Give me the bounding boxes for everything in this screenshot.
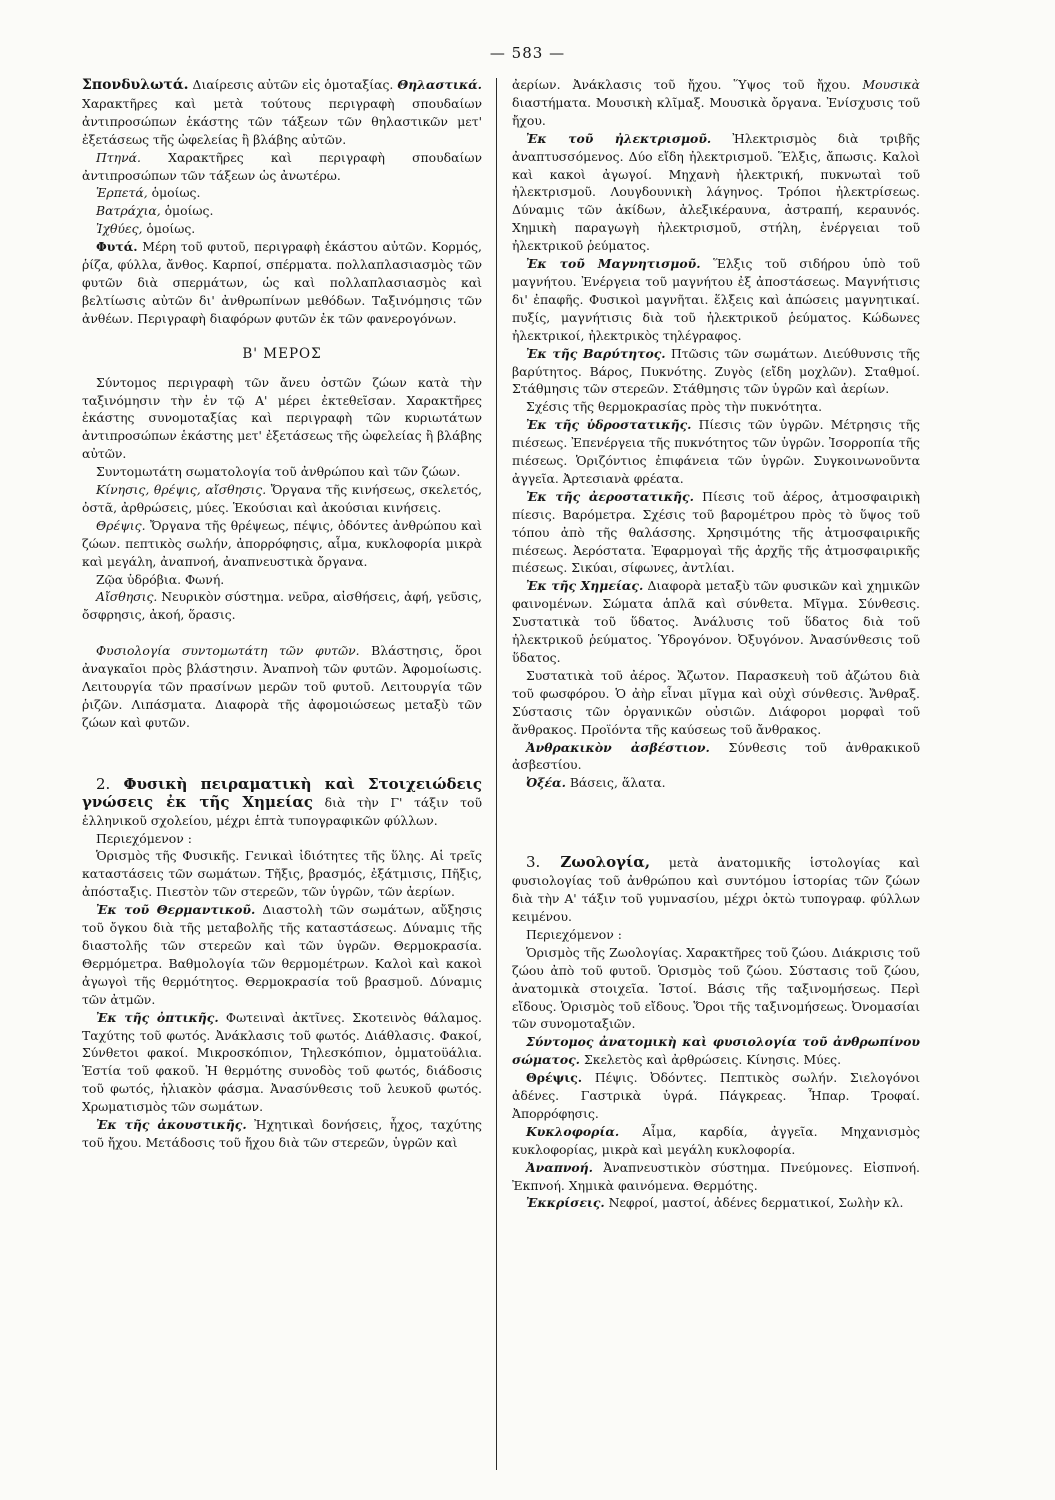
- paragraph-respiration: Ἀναπνοή. Ἀναπνευστικὸν σύστημα. Πνεύμονες. Εἰσπνοή. Ἐκπνοή. Χημικὰ φαινόμενα. Θερμότης.: [512, 1159, 920, 1193]
- paragraph-temperature-density: Σχέσις τῆς θερμοκρασίας πρὸς τὴν πυκνότητα.: [526, 399, 823, 415]
- paragraph-aerostatics: Ἐκ τῆς ἀεροστατικῆς. Πίεσις τοῦ ἀέρος, ἀτμοσφαιρικὴ πίεσις. Βαρόμετρα. Σχέσις τοῦ βαρομέτρου πρὸς τὸ ὕψος τοῦ τόπου ἀπὸ τῆς θαλάσσης. Χρησιμότης τῆς ἀτμοσφαιρικῆς πιέσεως. Ἀερόστατα. Ἐφαρμογαὶ τῆς ἀρχῆς τῆς ἀτμοσφαιρικῆς πιέσεως. Σικύαι, σίφωνες, ἀντλίαι.: [512, 488, 920, 576]
- paragraph-nutrition: Θρέψις. Ὄργανα τῆς θρέψεως, πέψις, ὀδόντες ἀνθρώπου καὶ ζώων. πεπτικὸς σωλήν, ἀπορρόφησις, αἷμα, κυκλοφορία μικρὰ καὶ μεγάλη, ἀναπνοή, ἀναπνευστικὰ ὄργανα.: [82, 517, 482, 569]
- paragraph-sound-continued: ἀερίων. Ἀνάκλασις τοῦ ἤχου. Ὕψος τοῦ ἤχου. Μουσικὰ διαστήματα. Μουσικὴ κλῖμαξ. Μουσικὰ ὄργανα. Ἐνίσχυσις τοῦ ἤχου.: [512, 77, 920, 128]
- paragraph-plant-physiology: Φυσιολογία συντομωτάτη τῶν φυτῶν. Βλάστησις, ὅροι ἀναγκαῖοι πρὸς βλάστησιν. Ἀναπνοὴ τῶν φυτῶν. Ἀφομοίωσις. Λειτουργία τῶν πρασίνων μερῶν τοῦ φυτοῦ. Λειτουργία τῶν ῥιζῶν. Λιπάσματα. Διαφορὰ τῆς ἀφομοιώσεως μεταξὺ τῶν ζώων καὶ φυτῶν.: [82, 643, 482, 730]
- section-2-heading: 2. Φυσικὴ πειραματικὴ καὶ Στοιχειώδεις γνώσεις ἐκ τῆς Χημείας διὰ τὴν Γ' τάξιν τοῦ ἑλληνικοῦ σχολείου, μέχρι ἑπτὰ τυπογραφικῶν φύλλων.: [82, 774, 482, 828]
- paragraph-anatomy: Σύντομος ἀνατομικὴ καὶ φυσιολογία τοῦ ἀνθρωπίνου σώματος. Σκελετὸς καὶ ἀρθρώσεις. Κίνησις. Μύες.: [512, 1034, 920, 1068]
- left-column: [82, 76, 482, 1152]
- paragraph-zoology-definition: Ὁρισμὸς τῆς Ζωολογίας. Χαρακτῆρες τοῦ ζώου. Διάκρισις τοῦ ζώου ἀπὸ τοῦ φυτοῦ. Ὁρισμὸς τοῦ ζώου. Σύστασις τοῦ ζώου, ἀνατομικὰ στοιχεῖα. Ἱστοί. Βάσις τῆς ταξινομήσεως. Περὶ εἴδους. Ὁρισμὸς τοῦ εἴδους. Ὅροι τῆς ταξινομήσεως. Ὀνομασίαι τῶν συνομοταξιῶν.: [512, 944, 920, 1032]
- paragraph-optics: Ἐκ τῆς ὀπτικῆς. Φωτειναὶ ἀκτῖνες. Σκοτεινὸς θάλαμος. Ταχύτης τοῦ φωτός. Ἀνάκλασις τοῦ φωτός. Διάθλασις. Φακοί, Σύνθετοι φακοί. Μικροσκόπιον, Τηλεσκόπιον, ὀμματοϋάλια. Ἑστία τοῦ φακοῦ. Ἡ θερμότης συνοδὸς τοῦ φωτός, διάδοσις τοῦ φωτός, ἡλιακὸν φάσμα. Ἀνασύνθεσις τοῦ λευκοῦ φωτός. Χρωματισμὸς τῶν σωμάτων.: [82, 1009, 482, 1115]
- paragraph-movement: Κίνησις, θρέψις, αἴσθησις. Ὄργανα τῆς κινήσεως, σκελετός, ὀστᾶ, ἀρθρώσεις, μύες. Ἑκούσιαι καὶ ἀκούσιαι κινήσεις.: [82, 482, 483, 515]
- paragraph-nutrition-human: Θρέψις. Πέψις. Ὀδόντες. Πεπτικὸς σωλήν. Σιελογόνοι ἀδένες. Γαστρικὰ ὑγρά. Πάγκρεας. Ἧπαρ. Τροφαί. Ἀπορρόφησις.: [512, 1070, 920, 1121]
- paragraph-invertebrates: Σύντομος περιγραφὴ τῶν ἄνευ ὀστῶν ζώων κατὰ τὴν ταξινόμησιν τὴν ἐν τῷ Α' μέρει ἐκτεθεῖσαν. Χαρακτῆρες ἑκάστης συνομοταξίας καὶ περιγραφὴ τῶν κυριωτάτων ἀντιπροσώπων ἑκάστης μετ' ἐξετάσεως τῆς ὠφελείας ἢ βλάβης αὐτῶν.: [82, 374, 482, 462]
- paragraph-aquatic: Ζῷα ὑδρόβια. Φωνή.: [96, 571, 225, 587]
- paragraph-circulation: Κυκλοφορία. Αἷμα, καρδία, ἀγγεῖα. Μηχανισμὸς κυκλοφορίας, μικρὰ καὶ μεγάλη κυκλοφορία.: [512, 1123, 920, 1157]
- paragraph-acids: Ὀξέα. Βάσεις, ἅλατα.: [526, 775, 666, 791]
- contents-label: Περιεχόμενον :: [96, 830, 192, 846]
- paragraph-vertebrates: Σπονδυλωτά. Διαίρεσις αὐτῶν εἰς ὁμοταξίας. Θηλαστικά. Χαρακτῆρες καὶ μετὰ τούτους περιγραφὴ σπουδαίων ἀντιπροσώπων ἑκάστης τῶν τάξεων τῶν θηλαστικῶν μετ' ἐξετάσεως τῆς ὠφελείας ἢ βλάβης αὐτῶν.: [82, 77, 482, 147]
- paragraph-sensation: Αἴσθησις. Νευρικὸν σύστημα. νεῦρα, αἰσθήσεις, ἀφή, γεῦσις, ὄσφρησις, ἀκοή, ὅρασις.: [82, 589, 482, 623]
- paragraph-birds: Πτηνά. Χαρακτῆρες καὶ περιγραφὴ σπουδαίων ἀντιπροσώπων τῶν τάξεων ὡς ἀνωτέρω.: [82, 149, 482, 183]
- paragraph-secretions: Ἐκκρίσεις. Νεφροί, μαστοί, ἀδένες δερματικοί, Σωλὴν κλ.: [526, 1195, 904, 1211]
- paragraph-reptiles: Ἑρπετά, ὁμοίως.: [96, 185, 201, 201]
- paragraph-calcium-carbonate: Ἀνθρακικὸν ἀσβέστιον. Σύνθεσις τοῦ ἀνθρακικοῦ ἀσβεστίου.: [512, 739, 920, 773]
- paragraph-heat: Ἐκ τοῦ Θερμαντικοῦ. Διαστολὴ τῶν σωμάτων, αὔξησις τοῦ ὄγκου διὰ τῆς μεταβολῆς τῆς καταστάσεως. Δύναμις τῆς διαστολῆς τῶν στερεῶν καὶ τῶν ὑγρῶν. Θερμοκρασία. Θερμόμετρα. Βαθμολογία τῶν θερμομέτρων. Καλοὶ καὶ κακοὶ ἀγωγοὶ τῆς θερμότητος. Θερμοκρασία τοῦ βρασμοῦ. Δύναμις τῶν ἀτμῶν.: [82, 902, 482, 1007]
- paragraph-electricity: Ἐκ τοῦ ἠλεκτρισμοῦ. Ἠλεκτρισμὸς διὰ τριβῆς ἀναπτυσσόμενος. Δύο εἴδη ἠλεκτρισμοῦ. Ἕλξις, ἄπωσις. Καλοὶ καὶ κακοὶ ἀγωγοί. Μηχανὴ ἠλεκτρική, πυκνωταὶ τοῦ ἠλεκτρισμοῦ. Λουγδουνικὴ λάγηνος. Τρόποι ἠλεκτρίσεως. Δύναμις τῶν ἀκίδων, ἀλεξικέραυνα, ἀστραπή, κεραυνός. Χημικὴ παραγωγὴ ἠλεκτρισμοῦ, στήλη, ἐνέργειαι τοῦ ἠλεκτρικοῦ ῥεύματος.: [512, 130, 920, 254]
- paragraph-plants: Φυτά. Μέρη τοῦ φυτοῦ, περιγραφὴ ἑκάστου αὐτῶν. Κορμός, ῥίζα, φύλλα, ἄνθος. Καρποί, σπέρματα. πολλαπλασιασμὸς τῶν φυτῶν διὰ σπερμάτων, ὡς καὶ πολλαπλασιασμὸς καὶ βελτίωσις αὐτῶν δι' ἀνθρωπίνων μεθόδων. Ταξινόμησις τῶν ἀνθέων. Περιγραφὴ διαφόρων φυτῶν ἐκ τῶν φανερογόνων.: [82, 239, 482, 326]
- paragraph-hydrostatics: Ἐκ τῆς ὑδροστατικῆς. Πίεσις τῶν ὑγρῶν. Μέτρησις τῆς πιέσεως. Ἐπενέργεια τῆς πυκνότητος τῶν ὑγρῶν. Ἰσορροπία τῆς πιέσεως. Ὁριζόντιος ἐπιφάνεια τῶν ὑγρῶν. Συγκοινωνοῦντα ἀγγεῖα. Ἀρτεσιανὰ φρέατα.: [512, 417, 920, 486]
- section-3-heading: 3. Ζωολογία, μετὰ ἀνατομικῆς ἱστολογίας καὶ φυσιολογίας τοῦ ἀνθρώπου καὶ συντόμου ἱστορίας τῶν ζώων διὰ τὴν Α' τάξιν τοῦ γυμνασίου, μέχρι ὀκτὼ τυπογραφ. φύλλων κειμένου.: [512, 853, 920, 924]
- paragraph-gravity: Ἐκ τῆς Βαρύτητος. Πτῶσις τῶν σωμάτων. Διεύθυνσις τῆς βαρύτητος. Βάρος, Πυκνότης. Ζυγὸς (εἴδη μοχλῶν). Σταθμοί. Στάθμησις τῶν στερεῶν. Στάθμησις τῶν ὑγρῶν καὶ ἀερίων.: [512, 345, 920, 397]
- paragraph-magnetism: Ἐκ τοῦ Μαγνητισμοῦ. Ἕλξις τοῦ σιδήρου ὑπὸ τοῦ μαγνήτου. Ἐνέργεια τοῦ μαγνήτου ἐξ ἀποστάσεως. Μαγνήτισις δι' ἐπαφῆς. Φυσικοὶ μαγνῆται. ἕλξεις καὶ ἀπώσεις μαγνητικαί. πυξίς, μαγνήτισις διὰ τοῦ ἠλεκτρικοῦ ῥεύματος. Κώδωνες ἠλεκτρικοί, ἠλεκτρικὸς τηλέγραφος.: [512, 256, 921, 343]
- paragraph-somatology: Συντομωτάτη σωματολογία τοῦ ἀνθρώπου καὶ τῶν ζώων.: [96, 464, 461, 480]
- paragraph-acoustics: Ἐκ τῆς ἀκουστικῆς. Ἠχητικαὶ δονήσεις, ἦχος, ταχύτης τοῦ ἤχου. Μετάδοσις τοῦ ἤχου διὰ τῶν στερεῶν, ὑγρῶν καὶ: [82, 1117, 482, 1150]
- part-title: Β' ΜΕΡΟΣ: [242, 345, 322, 362]
- column-divider: [496, 78, 497, 1470]
- contents-label: Περιεχόμενον :: [526, 926, 622, 942]
- paragraph-fishes: Ἰχθύες, ὁμοίως.: [96, 221, 196, 237]
- right-column: [512, 76, 920, 1212]
- page-number: — 583 —: [489, 44, 566, 62]
- paragraph-amphibians: Βατράχια, ὁμοίως.: [96, 203, 214, 219]
- paragraph-air: Συστατικὰ τοῦ ἀέρος. Ἄζωτον. Παρασκευὴ τοῦ ἀζώτου διὰ τοῦ φωσφόρου. Ὁ ἀὴρ εἶναι μῖγμα καὶ οὐχὶ σύνθεσις. Ἄνθραξ. Σύστασις τῶν ὀργανικῶν οὐσιῶν. Διάφοροι μορφαὶ τοῦ ἄνθρακος. Προϊόντα τῆς καύσεως τοῦ ἄνθρακος.: [512, 667, 920, 737]
- paragraph-physics-definition: Ὁρισμὸς τῆς Φυσικῆς. Γενικαὶ ἰδιότητες τῆς ὕλης. Αἱ τρεῖς καταστάσεις τῶν σωμάτων. Τῆξις, βρασμός, ἐξάτμισις, Πῆξις, ἀπόσταξις. Πιεστὸν τῶν στερεῶν, τῶν ὑγρῶν, τῶν ἀερίων.: [82, 848, 482, 900]
- paragraph-chemistry: Ἐκ τῆς Χημείας. Διαφορὰ μεταξὺ τῶν φυσικῶν καὶ χημικῶν φαινομένων. Σώματα ἁπλᾶ καὶ σύνθετα. Μῖγμα. Σύνθεσις. Συστατικὰ τοῦ ὕδατος. Ἀνάλυσις τοῦ ὕδατος διὰ τοῦ ἠλεκτρικοῦ ῥεύματος. Ὑδρογόνον. Ὀξυγόνον. Ἀνασύνθεσις τοῦ ὕδατος.: [512, 578, 920, 665]
